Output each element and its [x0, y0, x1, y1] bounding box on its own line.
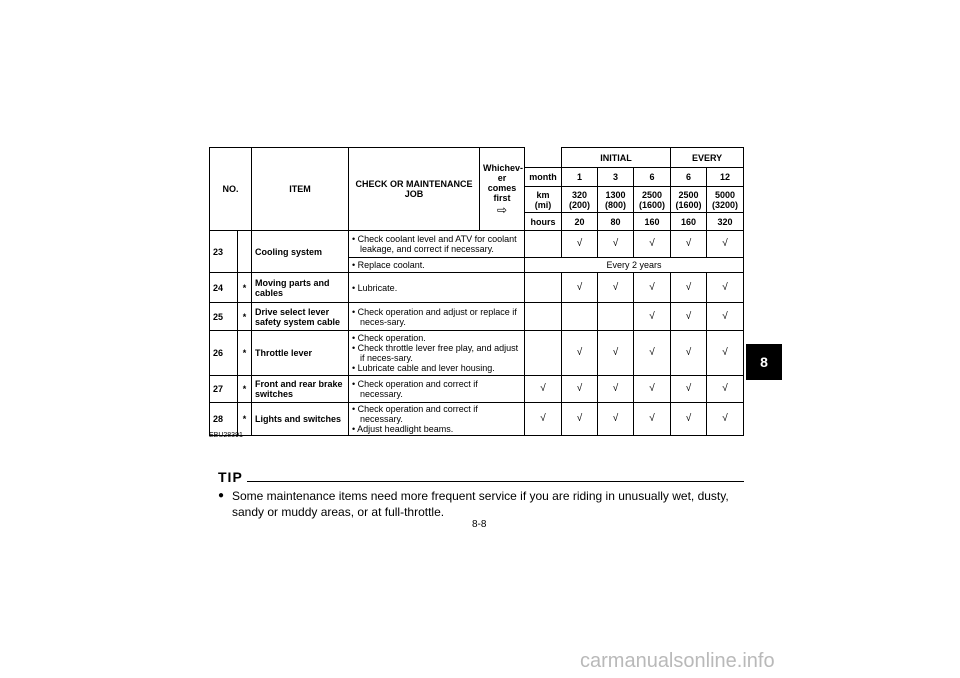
job-line: • Check operation and adjust or replace if neces-sary. [352, 306, 517, 327]
maintenance-table [209, 147, 744, 436]
month-value: 6 [634, 168, 671, 187]
row-item: Throttle lever [252, 331, 349, 376]
interval-text: Every 2 years [525, 258, 744, 273]
job-line: • Check operation. [352, 333, 426, 343]
row-star: * [238, 376, 252, 403]
check-cell-empty [525, 231, 562, 258]
hours-value: 80 [598, 213, 634, 231]
check-cell-empty [525, 273, 562, 303]
check-mark: √ [562, 231, 598, 258]
check-mark: √ [525, 403, 562, 436]
check-mark: √ [562, 376, 598, 403]
row-star: * [238, 303, 252, 331]
tip-item [218, 488, 744, 520]
row-job [349, 331, 525, 376]
reference-code: EBU28391 [209, 432, 243, 439]
job-line: • Check operation and correct if necessary. [352, 404, 478, 424]
row-job [349, 231, 525, 258]
tip-header [218, 470, 744, 484]
row-number: 24 [210, 273, 238, 303]
km-value: 320 (200) [562, 187, 598, 213]
hours-value: 20 [562, 213, 598, 231]
row-number: 27 [210, 376, 238, 403]
check-cell-empty [525, 303, 562, 331]
col-header-job: CHECK OR MAINTENANCE JOB [349, 148, 480, 231]
check-mark: √ [634, 273, 671, 303]
check-mark: √ [671, 273, 707, 303]
check-mark: √ [671, 331, 707, 376]
check-mark: √ [707, 331, 744, 376]
month-value: 6 [671, 168, 707, 187]
check-mark: √ [634, 303, 671, 331]
check-mark: √ [562, 273, 598, 303]
watermark: carmanualsonline.info [580, 650, 775, 672]
col-header-every: EVERY [671, 148, 744, 168]
job-line: • Check throttle lever free play, and adjust if neces-sary. [352, 343, 519, 363]
hours-label: hours [525, 213, 562, 231]
row-item: Drive select lever safety system cable [252, 303, 349, 331]
tip-divider [247, 481, 744, 482]
check-mark: √ [707, 231, 744, 258]
check-mark: √ [634, 376, 671, 403]
row-job [349, 303, 525, 331]
km-value: 1300 (800) [598, 187, 634, 213]
row-star: * [238, 403, 252, 436]
row-star: * [238, 331, 252, 376]
check-cell-empty [598, 303, 634, 331]
check-mark: √ [634, 403, 671, 436]
row-number: 23 [210, 231, 238, 273]
tip-section [218, 470, 744, 520]
check-mark: √ [634, 231, 671, 258]
check-mark: √ [598, 331, 634, 376]
check-mark: √ [707, 403, 744, 436]
page-number: 8-8 [472, 519, 487, 530]
check-cell-empty [562, 303, 598, 331]
check-mark: √ [598, 231, 634, 258]
table-row [210, 303, 744, 331]
col-header-item: ITEM [252, 148, 349, 231]
check-mark: √ [671, 303, 707, 331]
row-number: 28 [210, 403, 238, 436]
row-item: Moving parts and cables [252, 273, 349, 303]
right-arrow-icon: ⇨ [496, 203, 508, 217]
check-mark: √ [707, 303, 744, 331]
check-mark: √ [525, 376, 562, 403]
check-mark: √ [671, 376, 707, 403]
job-line: • Check coolant level and ATV for coolant leakage, and correct if necessary. [352, 234, 517, 254]
month-label: month [525, 168, 562, 187]
bullet-icon: ● [218, 490, 225, 501]
check-mark: √ [598, 376, 634, 403]
job-line: • Lubricate. [352, 282, 398, 293]
check-mark: √ [671, 403, 707, 436]
col-header-whichever [480, 148, 525, 231]
row-star: * [238, 273, 252, 303]
check-mark: √ [671, 231, 707, 258]
check-mark: √ [598, 273, 634, 303]
hours-value: 160 [671, 213, 707, 231]
row-item: Lights and switches [252, 403, 349, 436]
km-value: 5000 (3200) [707, 187, 744, 213]
tip-title: TIP [218, 469, 243, 485]
row-job [349, 403, 525, 436]
month-value: 1 [562, 168, 598, 187]
row-number: 26 [210, 331, 238, 376]
check-mark: √ [707, 273, 744, 303]
row-job [349, 376, 525, 403]
job-line: • Adjust headlight beams. [352, 424, 454, 434]
row-number: 25 [210, 303, 238, 331]
col-header-initial: INITIAL [562, 148, 671, 168]
table-row [210, 376, 744, 403]
col-header-no: NO. [210, 148, 252, 231]
km-value: 2500 (1600) [634, 187, 671, 213]
check-mark: √ [634, 331, 671, 376]
check-cell-empty [525, 331, 562, 376]
hours-value: 320 [707, 213, 744, 231]
row-job [349, 258, 525, 273]
row-star-empty [238, 231, 252, 273]
row-item: Front and rear brake switches [252, 376, 349, 403]
check-mark: √ [707, 376, 744, 403]
job-line: • Lubricate cable and lever housing. [352, 363, 495, 373]
month-value: 3 [598, 168, 634, 187]
check-mark: √ [598, 403, 634, 436]
month-value: 12 [707, 168, 744, 187]
hours-value: 160 [634, 213, 671, 231]
table-row [210, 331, 744, 376]
check-mark: √ [562, 403, 598, 436]
job-line: • Check operation and correct if necessary. [352, 379, 478, 399]
chapter-tab: 8 [746, 344, 782, 380]
check-mark: √ [562, 331, 598, 376]
km-value: 2500 (1600) [671, 187, 707, 213]
table-row [210, 403, 744, 436]
table-row [210, 231, 744, 258]
header-blank [525, 148, 562, 168]
row-job [349, 273, 525, 303]
km-label: km (mi) [525, 187, 562, 213]
tip-text: Some maintenance items need more frequent service if you are riding in unusually wet, dusty, sandy or muddy areas, or at full-throttle. [232, 489, 729, 519]
row-item: Cooling system [252, 231, 349, 273]
job-line: • Replace coolant. [352, 260, 425, 270]
table-row [210, 273, 744, 303]
whichever-label: Whichev-er comes first [483, 163, 524, 203]
